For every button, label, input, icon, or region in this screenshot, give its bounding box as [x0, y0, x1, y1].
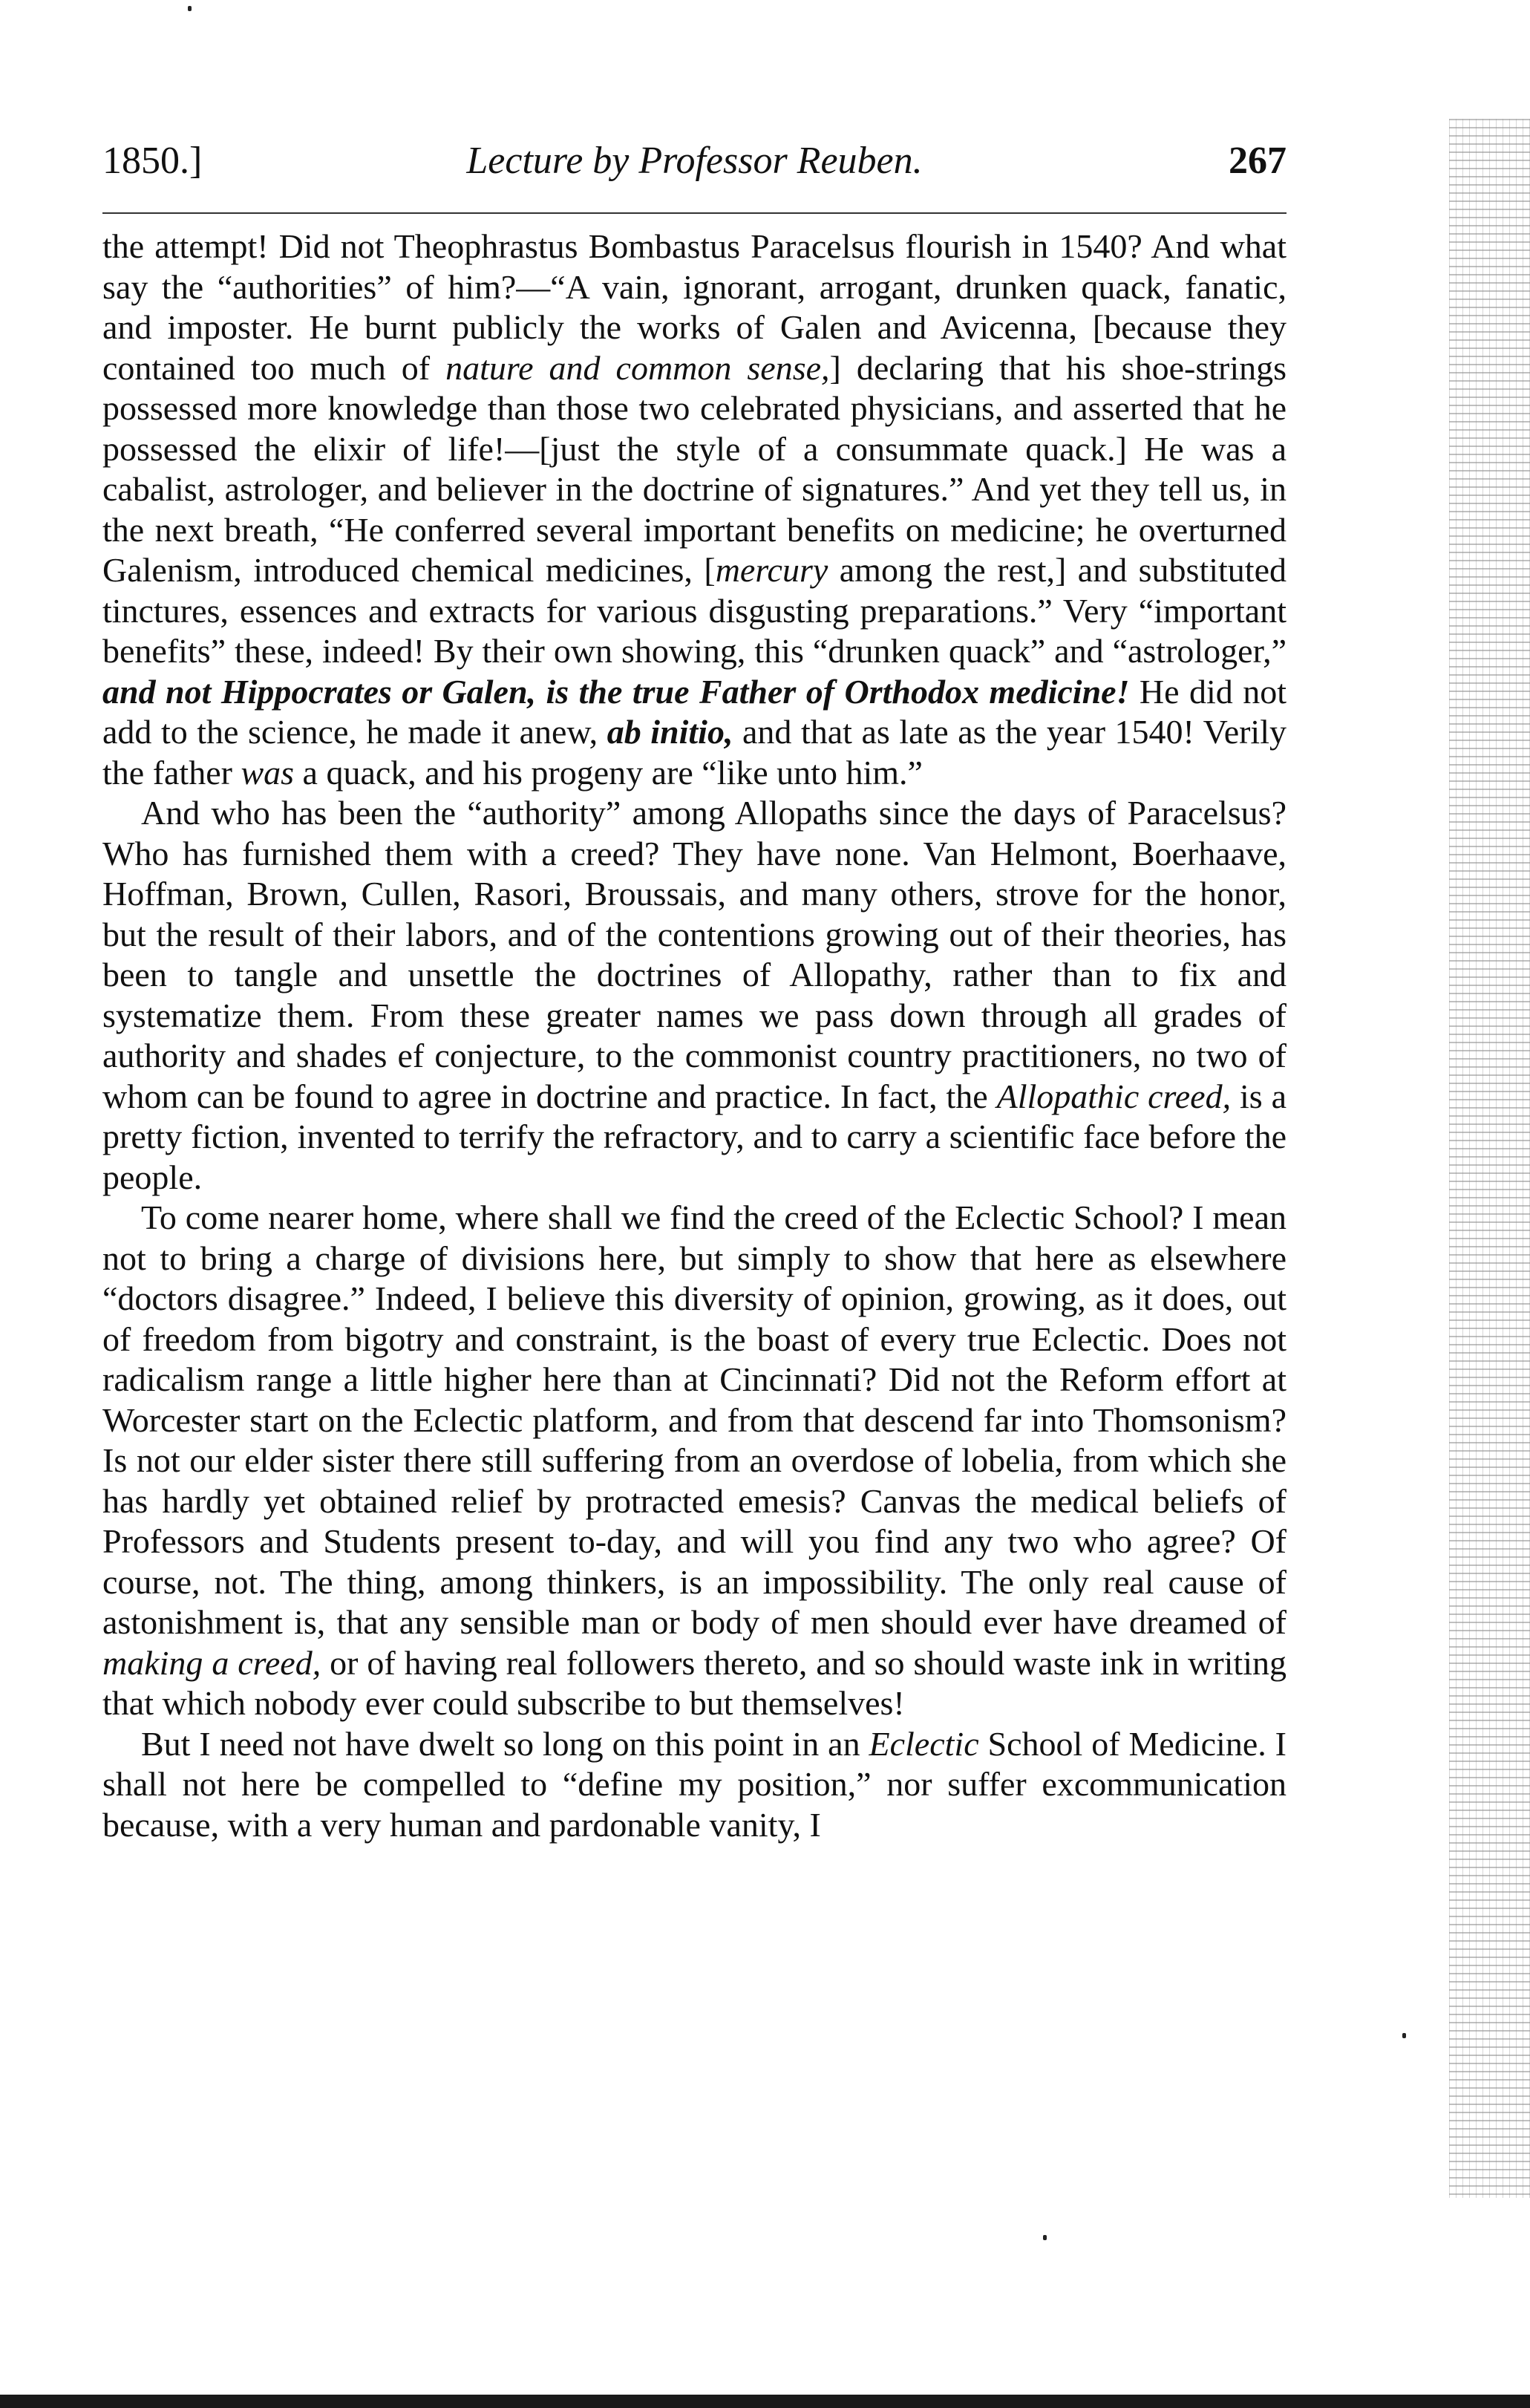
scan-bottom-edge — [0, 2395, 1530, 2408]
paragraph-text: But I need not have dwelt so long on this point in an — [141, 1724, 869, 1763]
paragraph-text: the attempt! Did not Theophrastus Bombastus Paracelsus flourish in 1540? And what say the “authorities” of him?—“A vain, ignorant, arrogant, drunken quack, fanatic, and imposter. He burnt publicly the works of Galen and Avicenna, [because they contained too much of — [102, 227, 1287, 387]
page-number: 267 — [1229, 140, 1287, 182]
paragraph-text: is a pretty fiction, invented to terrify the refractory, and to carry a scientific face before the people. — [102, 1077, 1287, 1196]
italic-text: nature and common sense, — [445, 348, 830, 387]
header-rule — [102, 212, 1287, 214]
running-title: Lecture by Professor Reuben. — [466, 140, 923, 182]
paragraph-text: or of having real followers thereto, and so should waste ink in writing that which nobody ever could subscribe to but themselves! — [102, 1643, 1287, 1722]
italic-text: Eclectic — [869, 1724, 979, 1763]
body-paragraph — [102, 1724, 1287, 1846]
body-text — [102, 226, 1287, 1845]
italic-text: making a creed, — [102, 1643, 321, 1682]
body-paragraph — [102, 1198, 1287, 1724]
paragraph-text: To come nearer home, where shall we find the creed of the Eclectic School? I mean not to bring a charge of divisions here, but simply to show that here as elsewhere “doctors disagree.” Indeed, I believe this diversity of opinion, growing, as it does, out of freedom from bigotry and constraint, is the boast of every true Eclectic. Does not radicalism range a little higher here than at Cincinnati? Did not the Reform effort at Worcester start on the Eclectic platform, and from that descend far into Thomsonism? Is not our elder sister there still suffering from an overdose of lobelia, from which she has hardly yet obtained relief by protracted emesis? Canvas the medical beliefs of Professors and Students present to-day, and will you find any two who agree? Of course, not. The thing, among thinkers, is an impossibility. The only real cause of astonishment is, that any sensible man or body of men should ever have dreamed of — [102, 1198, 1287, 1641]
emphasized-text: and not Hippocrates or Galen, is the true Father of Orthodox medicine! — [102, 672, 1130, 711]
scan-margin-edge — [1449, 119, 1530, 2198]
scan-speck — [188, 6, 192, 11]
paragraph-text: ] declaring that his shoe-strings possessed more knowledge than those two celebrated physicians, and asserted that he possessed the elixir of life!—[just the style of a consummate quack.] He was a cabalist, astrologer, and believer in the doctrine of signatures.” And yet they tell us, in the next breath, “He conferred several important benefits on medicine; he overturned Galenism, introduced chemical medicines, [ — [102, 348, 1287, 589]
body-paragraph — [102, 793, 1287, 1198]
scan-speck — [1043, 2235, 1047, 2240]
body-paragraph — [102, 226, 1287, 793]
italic-text: Allopathic creed, — [996, 1077, 1232, 1115]
paragraph-text: a quack, and his progeny are “like unto him.” — [294, 753, 923, 792]
paragraph-text: among the rest,] and substituted tinctures, essences and extracts for various disgusting preparations.” Very “important benefits” these, indeed! By their own showing, this “drunken quack” and “astrologer,” — [102, 551, 1287, 670]
scan-speck — [1402, 2033, 1406, 2038]
italic-text: was — [241, 753, 295, 792]
italic-text: mercury — [715, 551, 828, 589]
paragraph-text: He did not add to the science, he made it anew, — [102, 672, 1287, 751]
paragraph-text: And who has been the “authority” among Allopaths since the days of Paracelsus? Who has furnished them with a creed? They have none. Van Helmont, Boerhaave, Hoffman, Brown, Cullen, Rasori, Broussais, and many others, strove for the honor, but the result of their labors, and of the contentions growing out of their theories, has been to tangle and unsettle the doctrines of Allopathy, rather than to fix and systematize them. From these greater names we pass down through all grades of authority and shades ef conjecture, to the commonist country practitioners, no two of whom can be found to agree in doctrine and practice. In fact, the — [102, 794, 1287, 1115]
paragraph-text: School of Medicine. I shall not here be compelled to “define my position,” nor suffer excommunication because, with a very human and pardonable vanity, I — [102, 1724, 1287, 1844]
emphasized-text: ab initio, — [607, 713, 733, 751]
header-year: 1850.] — [102, 140, 203, 182]
page-header — [102, 135, 1287, 187]
paragraph-text: and that as late as the year 1540! Verily the father — [102, 713, 1287, 792]
